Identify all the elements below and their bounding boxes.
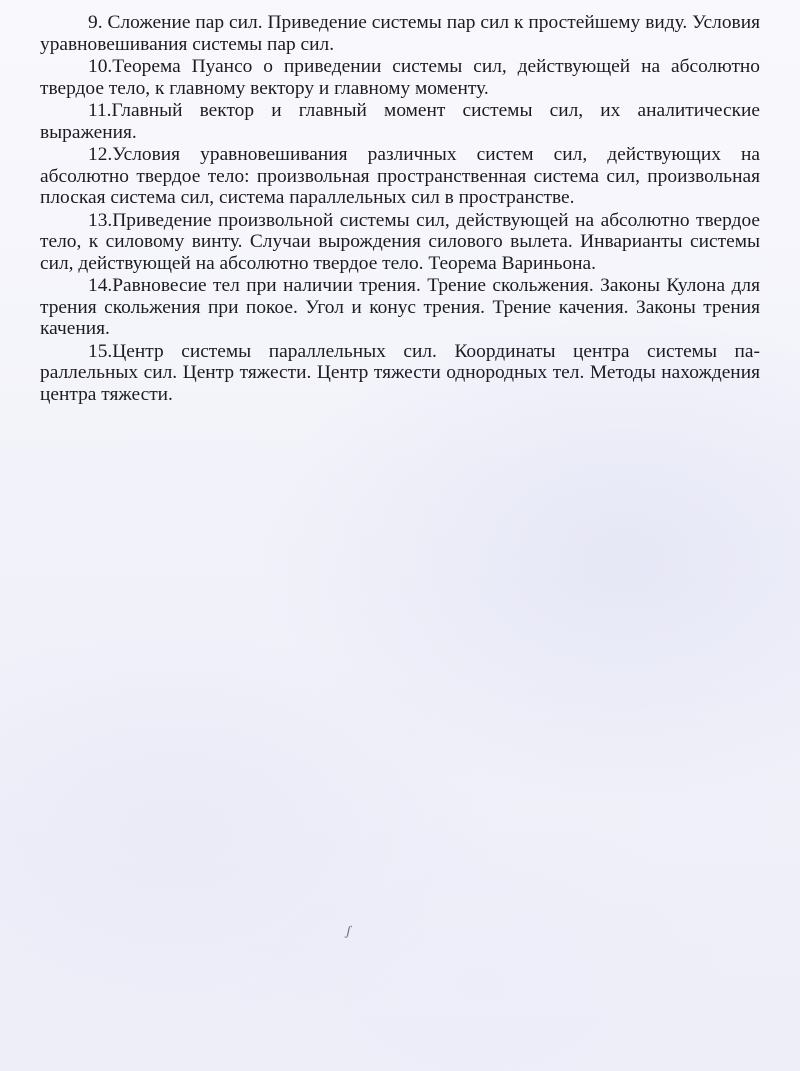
paragraph-number: 14. bbox=[88, 275, 113, 296]
paragraph-text: Условия уравновешивания различных систем сил, действующих на абсолютно твердое тело: произвольная пространственная система сил, произвольная плоская система сил, система параллельных сил в пространстве. bbox=[40, 144, 760, 208]
paragraph-number: 15. bbox=[88, 340, 113, 362]
paragraph-text: Центр системы параллельных сил. Координаты центра системы параллельных сил. Центр тяжести. Центр тяжести однородных тел. Методы нахождения центра тяжести. bbox=[40, 340, 760, 405]
paragraph-12 bbox=[40, 144, 760, 209]
paragraph-13 bbox=[40, 210, 760, 275]
paragraph-15 bbox=[40, 341, 760, 406]
paragraph-text: Теорема Пуансо о приведении системы сил, действующей на абсолютно твердое тело, к главному вектору и главному моменту. bbox=[40, 56, 760, 99]
paragraph-number: 12. bbox=[88, 144, 113, 165]
paragraph-number: 13. bbox=[88, 209, 113, 231]
paragraph-11 bbox=[40, 100, 760, 143]
paragraph-number: 10. bbox=[88, 56, 113, 77]
paragraph-9 bbox=[40, 12, 760, 55]
paragraph-number: 9. bbox=[88, 12, 103, 33]
paragraph-text: Равновесие тел при наличии трения. Трение скольжения. Законы Кулона для трения скольжения при покое. Угол и конус трения. Трение качения. Законы трения качения. bbox=[40, 275, 760, 339]
paragraph-text: Сложение пар сил. Приведение системы пар сил к простейшему виду. Условия уравновешивания системы пар сил. bbox=[40, 12, 760, 55]
paragraph-14 bbox=[40, 275, 760, 340]
paragraph-text: Главный вектор и главный момент системы сил, их аналитические выражения. bbox=[40, 100, 760, 143]
paragraph-number: 11. bbox=[88, 100, 112, 121]
paragraph-text: Приведение произвольной системы сил, действующей на абсолютно твердое тело, к силовому винту. Случаи вырождения силового вылета. Инварианты системы сил, действующей на абсолютно твердое тело. Теорема Вариньона. bbox=[40, 209, 760, 274]
document-body bbox=[40, 12, 760, 406]
paragraph-10 bbox=[40, 56, 760, 99]
page-mark: ʃ bbox=[344, 923, 353, 940]
